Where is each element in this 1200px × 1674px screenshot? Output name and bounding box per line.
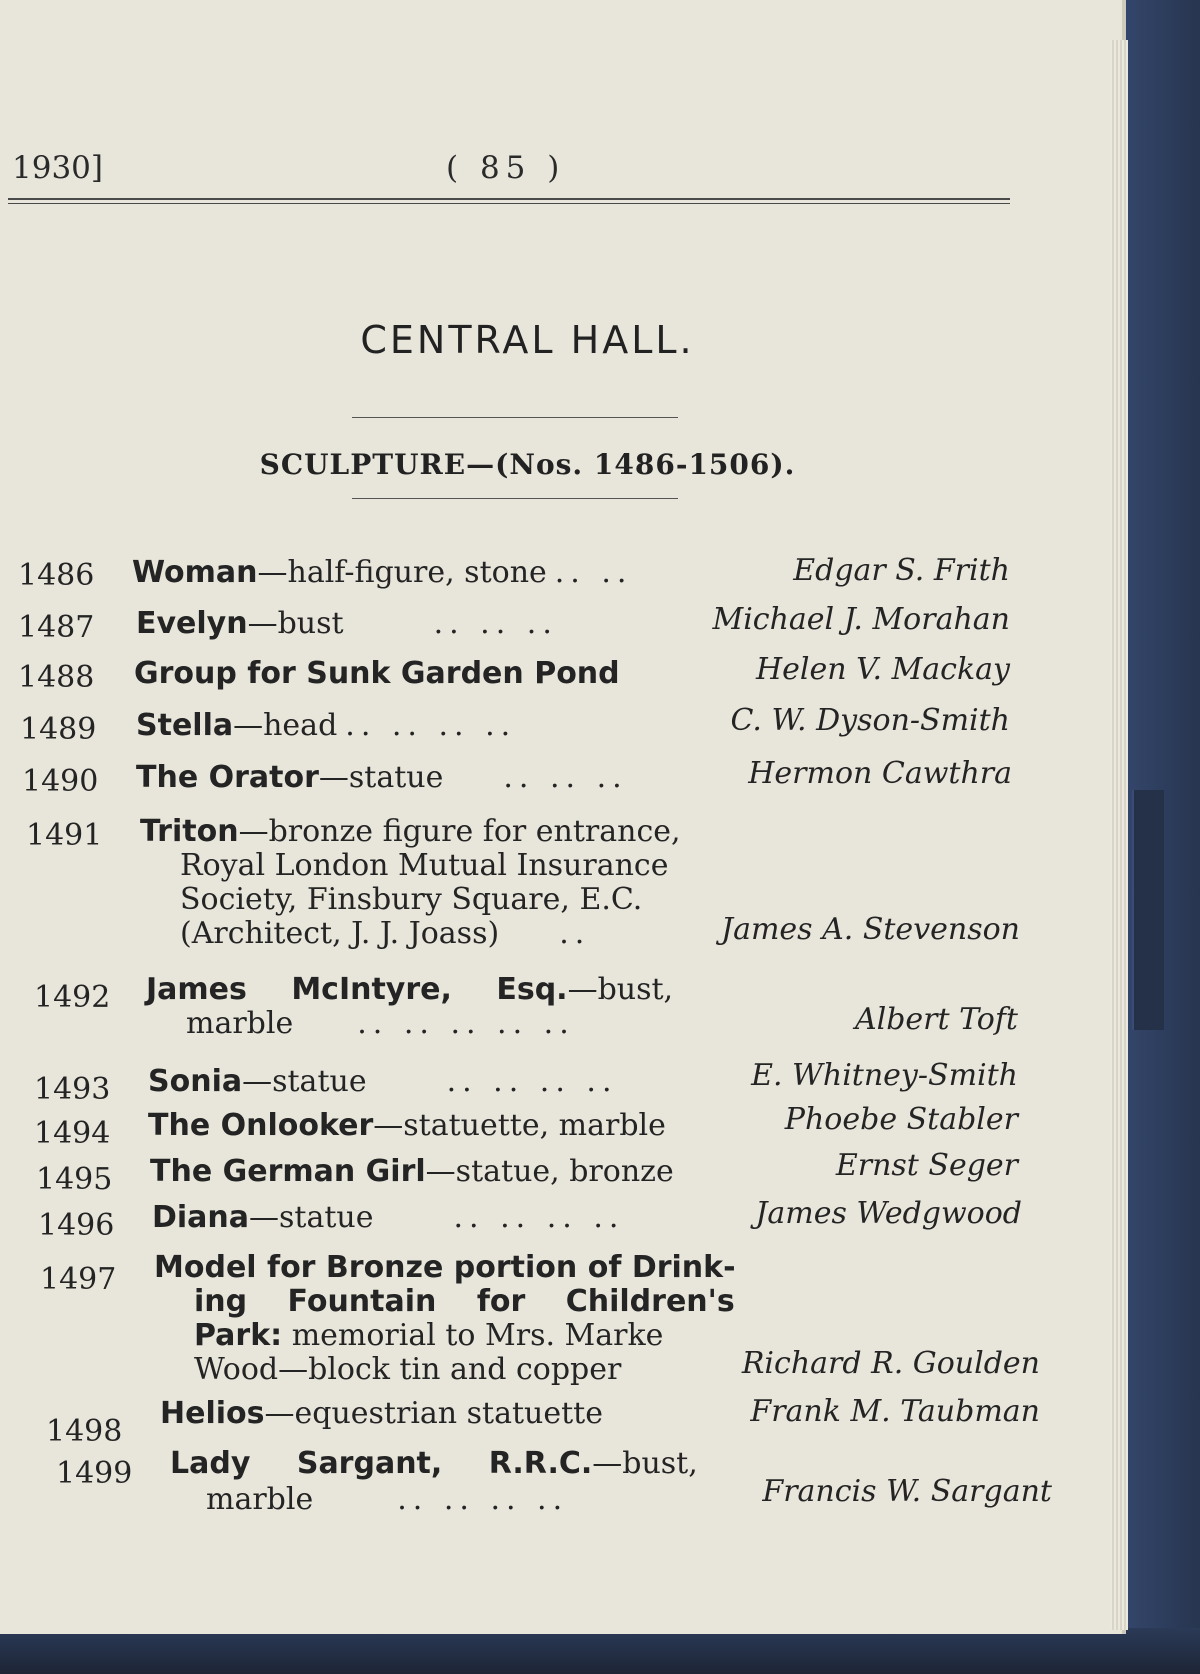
- entry-number: 1489: [20, 712, 97, 747]
- entry-description-line: Royal London Mutual Insurance: [180, 848, 669, 883]
- section-rule-top: [352, 417, 678, 418]
- entry-artist: Francis W. Sargant: [762, 1474, 1052, 1509]
- entry-title: Lady Sargant, R.R.C.—bust,: [170, 1446, 698, 1481]
- running-head-year: 1930]: [12, 150, 103, 186]
- entry-artist: Edgar S. Frith: [793, 553, 1010, 588]
- header-double-rule: [8, 198, 1010, 204]
- section-rule-bottom: [352, 498, 678, 499]
- entry-artist: E. Whitney-Smith: [751, 1058, 1018, 1093]
- section-title: SCULPTURE—(Nos. 1486-1506).: [259, 448, 796, 481]
- entry-title: Triton—bronze figure for entrance,: [140, 814, 681, 849]
- entry-artist: C. W. Dyson-Smith: [730, 703, 1010, 738]
- entry-title: Evelyn—bust .. .. ..: [136, 606, 558, 641]
- entry-title: Group for Sunk Garden Pond: [134, 656, 620, 691]
- entry-number: 1492: [34, 980, 111, 1015]
- entry-number: 1497: [40, 1262, 117, 1297]
- bookmark-ribbon: [1132, 790, 1164, 1030]
- hall-title: CENTRAL HALL.: [360, 318, 695, 362]
- entry-artist: Helen V. Mackay: [755, 652, 1010, 687]
- entry-artist: James A. Stevenson: [721, 912, 1020, 947]
- entry-description-line: Wood—block tin and copper: [194, 1352, 622, 1387]
- entry-description-line: (Architect, J. J. Joass) ..: [180, 916, 591, 951]
- entry-title: Diana—statue .. .. .. ..: [152, 1200, 625, 1235]
- entry-number: 1494: [34, 1116, 111, 1151]
- entry-artist: Ernst Seger: [835, 1148, 1018, 1183]
- entry-number: 1499: [56, 1456, 133, 1491]
- entry-number: 1496: [38, 1208, 115, 1243]
- book-cover-bottom: [0, 1628, 1200, 1674]
- entry-title: Stella—head .. .. .. ..: [136, 708, 517, 743]
- entry-description-line: ing Fountain for Children's: [194, 1284, 735, 1319]
- entry-number: 1490: [22, 764, 99, 799]
- entry-title: The Orator—statue .. .. ..: [136, 760, 628, 795]
- entry-number: 1488: [18, 660, 95, 695]
- entry-title: Helios—equestrian statuette: [160, 1396, 603, 1431]
- entry-title: The Onlooker—statuette, marble: [148, 1108, 666, 1143]
- entry-artist: James Wedgwood: [755, 1196, 1022, 1231]
- entry-description-line: Park: memorial to Mrs. Marke: [194, 1318, 664, 1353]
- entry-title: The German Girl—statue, bronze: [150, 1154, 674, 1189]
- entry-number: 1495: [36, 1162, 113, 1197]
- entry-number: 1491: [26, 818, 103, 853]
- entry-artist: Frank M. Taubman: [750, 1394, 1040, 1429]
- entry-artist: Richard R. Goulden: [741, 1346, 1040, 1381]
- entry-artist: Hermon Cawthra: [748, 756, 1012, 791]
- entry-number: 1486: [18, 558, 95, 593]
- entry-number: 1487: [18, 610, 95, 645]
- entry-number: 1493: [34, 1072, 111, 1107]
- entry-title: James McIntyre, Esq.—bust,: [146, 972, 674, 1007]
- entry-title: Woman—half-figure, stone .. ..: [132, 555, 633, 590]
- entry-description-line: Society, Finsbury Square, E.C.: [180, 882, 643, 917]
- page-edges: [1110, 40, 1128, 1630]
- entry-title: Model for Bronze portion of Drink-: [154, 1250, 736, 1285]
- entry-artist: Michael J. Morahan: [712, 602, 1010, 637]
- entry-description-line: marble .. .. .. ..: [206, 1482, 569, 1517]
- entry-description-line: marble .. .. .. .. ..: [186, 1006, 575, 1041]
- entry-artist: Albert Toft: [854, 1002, 1018, 1037]
- entry-title: Sonia—statue .. .. .. ..: [148, 1064, 618, 1099]
- page-number: ( 85 ): [446, 150, 566, 186]
- entry-number: 1498: [46, 1414, 123, 1449]
- entry-artist: Phoebe Stabler: [784, 1102, 1018, 1137]
